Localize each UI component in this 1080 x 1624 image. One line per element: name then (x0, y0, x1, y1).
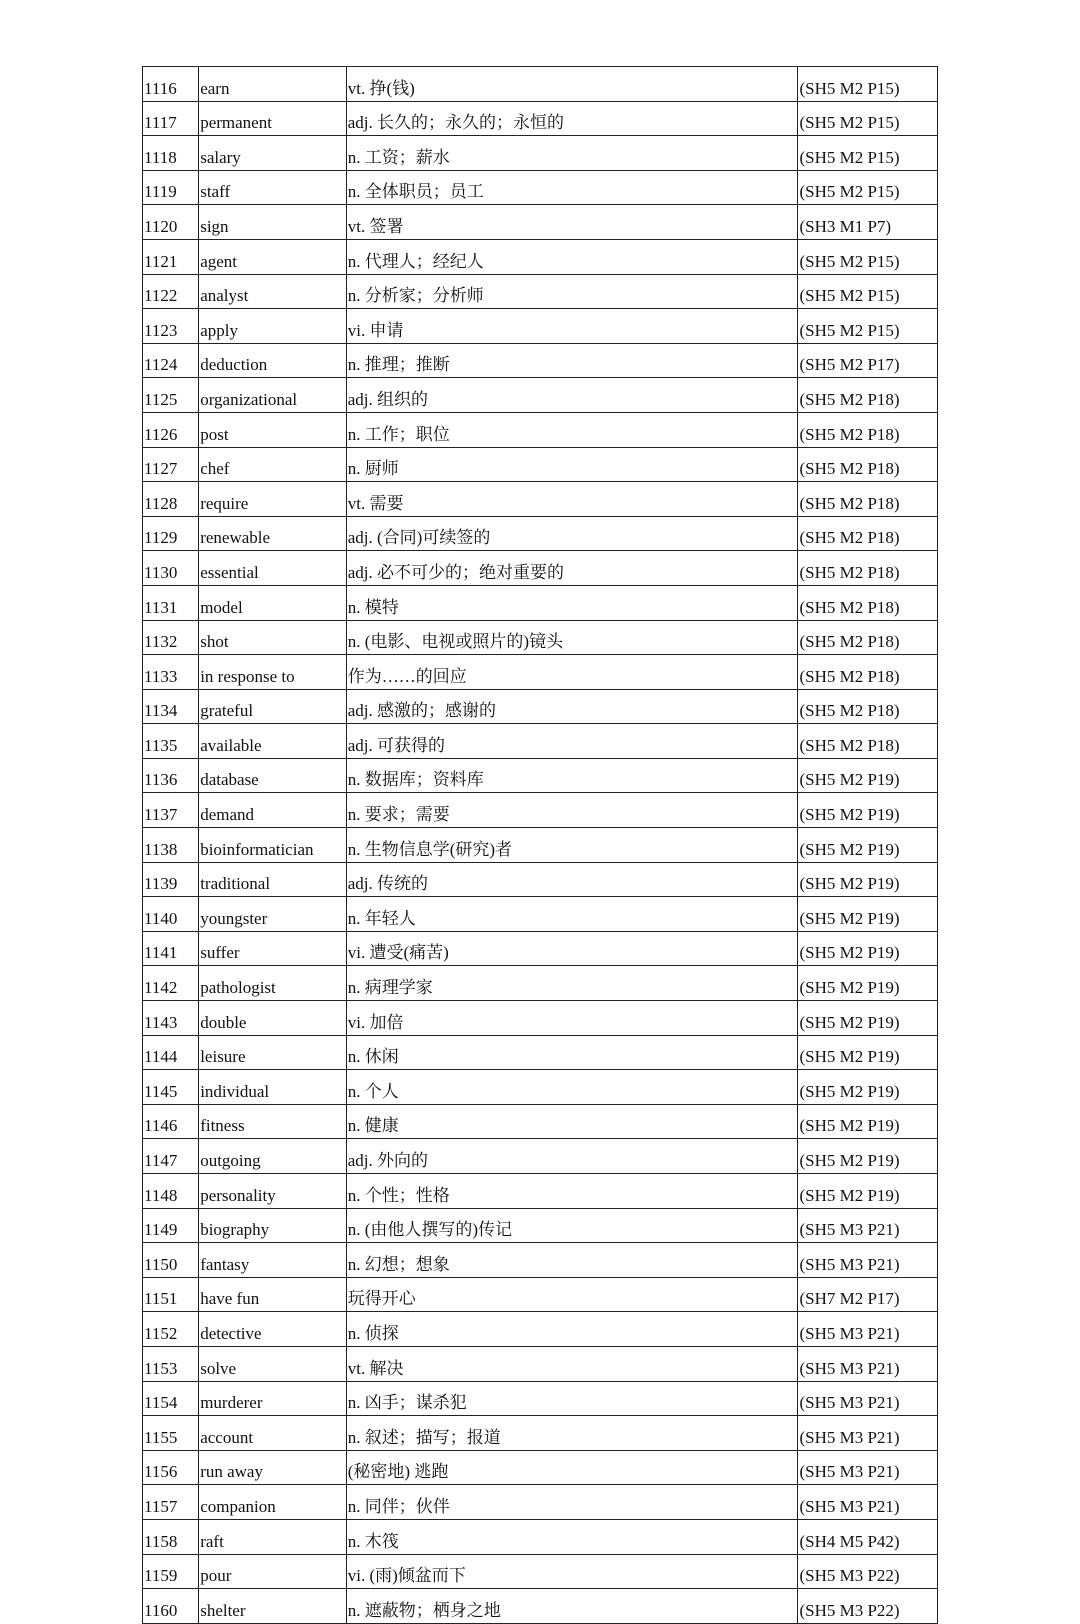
word-cell: agent (199, 239, 347, 274)
vocabulary-table-body (143, 67, 938, 1624)
table-row (143, 1589, 938, 1624)
definition-cell: 玩得开心 (346, 1277, 798, 1312)
word-cell: analyst (199, 274, 347, 309)
entry-number-cell: 1137 (143, 793, 199, 828)
word-cell: apply (199, 309, 347, 344)
entry-number-cell: 1116 (143, 67, 199, 102)
source-reference-cell: (SH5 M2 P15) (798, 170, 938, 205)
definition-cell: adj. 组织的 (346, 378, 798, 413)
definition-cell: n. 模特 (346, 585, 798, 620)
definition-cell: 作为……的回应 (346, 655, 798, 690)
table-row (143, 931, 938, 966)
definition-cell: n. 代理人；经纪人 (346, 239, 798, 274)
definition-cell: n. 推理；推断 (346, 343, 798, 378)
source-reference-cell: (SH5 M2 P18) (798, 724, 938, 759)
entry-number-cell: 1141 (143, 931, 199, 966)
word-cell: permanent (199, 101, 347, 136)
source-reference-cell: (SH5 M2 P19) (798, 966, 938, 1001)
table-row (143, 1208, 938, 1243)
entry-number-cell: 1159 (143, 1554, 199, 1589)
entry-number-cell: 1144 (143, 1035, 199, 1070)
table-row (143, 966, 938, 1001)
entry-number-cell: 1133 (143, 655, 199, 690)
source-reference-cell: (SH5 M3 P21) (798, 1416, 938, 1451)
source-reference-cell: (SH5 M2 P19) (798, 862, 938, 897)
source-reference-cell: (SH5 M2 P18) (798, 516, 938, 551)
table-row (143, 1139, 938, 1174)
table-row (143, 793, 938, 828)
table-row (143, 67, 938, 102)
table-row (143, 447, 938, 482)
word-cell: traditional (199, 862, 347, 897)
entry-number-cell: 1117 (143, 101, 199, 136)
entry-number-cell: 1130 (143, 551, 199, 586)
definition-cell: n. 生物信息学(研究)者 (346, 828, 798, 863)
table-row (143, 1450, 938, 1485)
table-row (143, 585, 938, 620)
word-cell: chef (199, 447, 347, 482)
entry-number-cell: 1146 (143, 1104, 199, 1139)
definition-cell: vi. 遭受(痛苦) (346, 931, 798, 966)
table-row (143, 412, 938, 447)
entry-number-cell: 1120 (143, 205, 199, 240)
table-row (143, 274, 938, 309)
definition-cell: n. 侦探 (346, 1312, 798, 1347)
entry-number-cell: 1143 (143, 1001, 199, 1036)
source-reference-cell: (SH5 M2 P18) (798, 620, 938, 655)
entry-number-cell: 1132 (143, 620, 199, 655)
source-reference-cell: (SH5 M2 P18) (798, 447, 938, 482)
definition-cell: n. 工作；职位 (346, 412, 798, 447)
word-cell: shot (199, 620, 347, 655)
source-reference-cell: (SH5 M2 P19) (798, 1174, 938, 1209)
word-cell: have fun (199, 1277, 347, 1312)
source-reference-cell: (SH5 M2 P18) (798, 482, 938, 517)
table-row (143, 1381, 938, 1416)
entry-number-cell: 1134 (143, 689, 199, 724)
entry-number-cell: 1155 (143, 1416, 199, 1451)
source-reference-cell: (SH5 M3 P21) (798, 1485, 938, 1520)
table-row (143, 655, 938, 690)
source-reference-cell: (SH5 M2 P15) (798, 239, 938, 274)
table-row (143, 1070, 938, 1105)
definition-cell: vt. 需要 (346, 482, 798, 517)
definition-cell: n. (电影、电视或照片的)镜头 (346, 620, 798, 655)
word-cell: personality (199, 1174, 347, 1209)
word-cell: run away (199, 1450, 347, 1485)
entry-number-cell: 1147 (143, 1139, 199, 1174)
entry-number-cell: 1140 (143, 897, 199, 932)
entry-number-cell: 1152 (143, 1312, 199, 1347)
table-row (143, 724, 938, 759)
entry-number-cell: 1125 (143, 378, 199, 413)
entry-number-cell: 1156 (143, 1450, 199, 1485)
table-row (143, 1416, 938, 1451)
word-cell: suffer (199, 931, 347, 966)
word-cell: raft (199, 1519, 347, 1554)
source-reference-cell: (SH5 M3 P22) (798, 1554, 938, 1589)
entry-number-cell: 1154 (143, 1381, 199, 1416)
word-cell: fitness (199, 1104, 347, 1139)
entry-number-cell: 1149 (143, 1208, 199, 1243)
table-row (143, 620, 938, 655)
entry-number-cell: 1127 (143, 447, 199, 482)
source-reference-cell: (SH5 M2 P15) (798, 136, 938, 171)
source-reference-cell: (SH4 M5 P42) (798, 1519, 938, 1554)
word-cell: deduction (199, 343, 347, 378)
entry-number-cell: 1148 (143, 1174, 199, 1209)
definition-cell: n. 病理学家 (346, 966, 798, 1001)
word-cell: bioinformatician (199, 828, 347, 863)
source-reference-cell: (SH5 M2 P18) (798, 551, 938, 586)
word-cell: staff (199, 170, 347, 205)
table-row (143, 101, 938, 136)
definition-cell: n. 健康 (346, 1104, 798, 1139)
definition-cell: n. 工资；薪水 (346, 136, 798, 171)
table-row (143, 136, 938, 171)
table-row (143, 862, 938, 897)
word-cell: youngster (199, 897, 347, 932)
entry-number-cell: 1124 (143, 343, 199, 378)
word-cell: post (199, 412, 347, 447)
definition-cell: (秘密地) 逃跑 (346, 1450, 798, 1485)
entry-number-cell: 1126 (143, 412, 199, 447)
entry-number-cell: 1153 (143, 1346, 199, 1381)
source-reference-cell: (SH5 M2 P19) (798, 1139, 938, 1174)
source-reference-cell: (SH5 M2 P15) (798, 309, 938, 344)
table-row (143, 1174, 938, 1209)
table-row (143, 1519, 938, 1554)
word-cell: double (199, 1001, 347, 1036)
source-reference-cell: (SH5 M2 P19) (798, 793, 938, 828)
source-reference-cell: (SH7 M2 P17) (798, 1277, 938, 1312)
word-cell: essential (199, 551, 347, 586)
table-row (143, 1001, 938, 1036)
definition-cell: adj. 可获得的 (346, 724, 798, 759)
source-reference-cell: (SH3 M1 P7) (798, 205, 938, 240)
definition-cell: adj. 必不可少的；绝对重要的 (346, 551, 798, 586)
table-row (143, 689, 938, 724)
entry-number-cell: 1157 (143, 1485, 199, 1520)
definition-cell: adj. 传统的 (346, 862, 798, 897)
word-cell: pour (199, 1554, 347, 1589)
definition-cell: n. 叙述；描写；报道 (346, 1416, 798, 1451)
source-reference-cell: (SH5 M2 P15) (798, 274, 938, 309)
word-cell: biography (199, 1208, 347, 1243)
entry-number-cell: 1151 (143, 1277, 199, 1312)
entry-number-cell: 1145 (143, 1070, 199, 1105)
table-row (143, 516, 938, 551)
definition-cell: vt. 解决 (346, 1346, 798, 1381)
source-reference-cell: (SH5 M3 P21) (798, 1243, 938, 1278)
entry-number-cell: 1129 (143, 516, 199, 551)
word-cell: individual (199, 1070, 347, 1105)
table-row (143, 343, 938, 378)
table-row (143, 1312, 938, 1347)
entry-number-cell: 1135 (143, 724, 199, 759)
entry-number-cell: 1121 (143, 239, 199, 274)
entry-number-cell: 1158 (143, 1519, 199, 1554)
source-reference-cell: (SH5 M3 P22) (798, 1589, 938, 1624)
table-row (143, 1485, 938, 1520)
word-cell: database (199, 758, 347, 793)
word-cell: earn (199, 67, 347, 102)
entry-number-cell: 1119 (143, 170, 199, 205)
word-cell: pathologist (199, 966, 347, 1001)
table-row (143, 1243, 938, 1278)
definition-cell: n. 幻想；想象 (346, 1243, 798, 1278)
entry-number-cell: 1131 (143, 585, 199, 620)
word-cell: leisure (199, 1035, 347, 1070)
word-cell: account (199, 1416, 347, 1451)
definition-cell: n. 凶手；谋杀犯 (346, 1381, 798, 1416)
entry-number-cell: 1138 (143, 828, 199, 863)
source-reference-cell: (SH5 M2 P19) (798, 1104, 938, 1139)
definition-cell: vt. 挣(钱) (346, 67, 798, 102)
definition-cell: vt. 签署 (346, 205, 798, 240)
source-reference-cell: (SH5 M2 P19) (798, 1001, 938, 1036)
table-row (143, 239, 938, 274)
definition-cell: n. 个性；性格 (346, 1174, 798, 1209)
table-row (143, 1035, 938, 1070)
word-cell: sign (199, 205, 347, 240)
definition-cell: n. 数据库；资料库 (346, 758, 798, 793)
word-cell: outgoing (199, 1139, 347, 1174)
source-reference-cell: (SH5 M2 P19) (798, 931, 938, 966)
word-cell: demand (199, 793, 347, 828)
word-cell: fantasy (199, 1243, 347, 1278)
word-cell: detective (199, 1312, 347, 1347)
entry-number-cell: 1128 (143, 482, 199, 517)
definition-cell: n. 个人 (346, 1070, 798, 1105)
source-reference-cell: (SH5 M2 P19) (798, 1070, 938, 1105)
definition-cell: adj. (合同)可续签的 (346, 516, 798, 551)
table-row (143, 828, 938, 863)
word-cell: companion (199, 1485, 347, 1520)
word-cell: model (199, 585, 347, 620)
table-row (143, 1346, 938, 1381)
entry-number-cell: 1139 (143, 862, 199, 897)
table-row (143, 170, 938, 205)
definition-cell: n. 年轻人 (346, 897, 798, 932)
word-cell: renewable (199, 516, 347, 551)
source-reference-cell: (SH5 M2 P18) (798, 412, 938, 447)
definition-cell: vi. 加倍 (346, 1001, 798, 1036)
definition-cell: n. 要求；需要 (346, 793, 798, 828)
entry-number-cell: 1150 (143, 1243, 199, 1278)
definition-cell: n. 同伴；伙伴 (346, 1485, 798, 1520)
word-cell: shelter (199, 1589, 347, 1624)
definition-cell: vi. 申请 (346, 309, 798, 344)
definition-cell: n. 全体职员；员工 (346, 170, 798, 205)
source-reference-cell: (SH5 M2 P19) (798, 897, 938, 932)
word-cell: murderer (199, 1381, 347, 1416)
table-row (143, 482, 938, 517)
definition-cell: n. 厨师 (346, 447, 798, 482)
definition-cell: n. 遮蔽物；栖身之地 (346, 1589, 798, 1624)
source-reference-cell: (SH5 M2 P15) (798, 101, 938, 136)
entry-number-cell: 1142 (143, 966, 199, 1001)
definition-cell: n. 木筏 (346, 1519, 798, 1554)
word-cell: available (199, 724, 347, 759)
source-reference-cell: (SH5 M3 P21) (798, 1381, 938, 1416)
source-reference-cell: (SH5 M3 P21) (798, 1208, 938, 1243)
vocabulary-table (142, 66, 938, 1624)
word-cell: in response to (199, 655, 347, 690)
entry-number-cell: 1122 (143, 274, 199, 309)
definition-cell: n. 分析家；分析师 (346, 274, 798, 309)
word-cell: solve (199, 1346, 347, 1381)
source-reference-cell: (SH5 M2 P18) (798, 585, 938, 620)
source-reference-cell: (SH5 M2 P19) (798, 1035, 938, 1070)
entry-number-cell: 1118 (143, 136, 199, 171)
table-row (143, 1554, 938, 1589)
definition-cell: adj. 外向的 (346, 1139, 798, 1174)
source-reference-cell: (SH5 M2 P18) (798, 689, 938, 724)
definition-cell: n. (由他人撰写的)传记 (346, 1208, 798, 1243)
word-cell: require (199, 482, 347, 517)
definition-cell: adj. 长久的；永久的；永恒的 (346, 101, 798, 136)
table-row (143, 378, 938, 413)
source-reference-cell: (SH5 M2 P19) (798, 758, 938, 793)
source-reference-cell: (SH5 M3 P21) (798, 1450, 938, 1485)
source-reference-cell: (SH5 M3 P21) (798, 1346, 938, 1381)
definition-cell: adj. 感激的；感谢的 (346, 689, 798, 724)
definition-cell: n. 休闲 (346, 1035, 798, 1070)
source-reference-cell: (SH5 M3 P21) (798, 1312, 938, 1347)
table-row (143, 205, 938, 240)
source-reference-cell: (SH5 M2 P15) (798, 67, 938, 102)
definition-cell: vi. (雨)倾盆而下 (346, 1554, 798, 1589)
source-reference-cell: (SH5 M2 P17) (798, 343, 938, 378)
table-row (143, 758, 938, 793)
table-row (143, 551, 938, 586)
source-reference-cell: (SH5 M2 P18) (798, 655, 938, 690)
table-row (143, 309, 938, 344)
table-row (143, 1277, 938, 1312)
table-row (143, 1104, 938, 1139)
word-cell: grateful (199, 689, 347, 724)
source-reference-cell: (SH5 M2 P19) (798, 828, 938, 863)
entry-number-cell: 1123 (143, 309, 199, 344)
entry-number-cell: 1136 (143, 758, 199, 793)
table-row (143, 897, 938, 932)
word-cell: salary (199, 136, 347, 171)
word-cell: organizational (199, 378, 347, 413)
source-reference-cell: (SH5 M2 P18) (798, 378, 938, 413)
entry-number-cell: 1160 (143, 1589, 199, 1624)
